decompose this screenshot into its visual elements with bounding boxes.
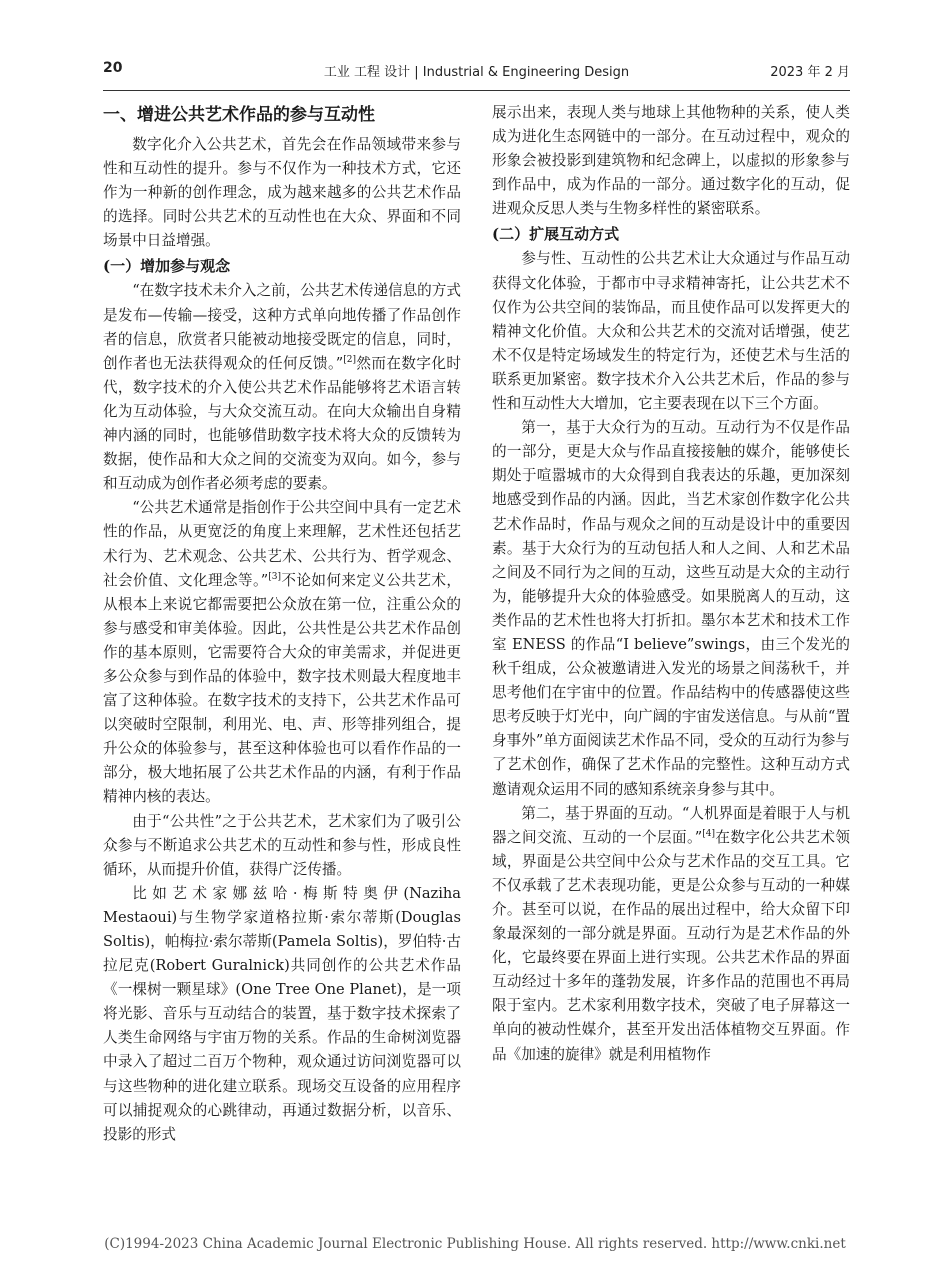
header-rule [103, 90, 850, 91]
intro-paragraph: 数字化介入公共艺术，首先会在作品领域带来参与性和互动性的提升。参与不仅作为一种技术方式，它还作为一种新的创作理念，成为越来越多的公共艺术作品的选择。同时公共艺术的互动性也在大众、界面和不同场景中日益增强。 [103, 136, 461, 250]
subsection-title-2: (二）扩展互动方式 [492, 225, 620, 244]
journal-title: 工业 工程 设计 | Industrial & Engineering Design [323, 65, 630, 80]
paragraph-quote-2 [103, 496, 461, 809]
paragraph-continued: 展示出来，表现人类与地球上其他物种的关系，使人类成为进化生态网链中的一部分。在互动过程中，观众的形象会被投影到建筑物和纪念碑上，以虚拟的形象参与到作品中，成为作品的一部分。通过数字化的互动，促进观众反思人类与生物多样性的紧密联系。 [492, 104, 850, 218]
citation-3: [3] [268, 571, 281, 582]
page-number: 20 [103, 60, 123, 76]
section-title: 一、增进公共艺术作品的参与互动性 [103, 105, 375, 125]
quote-2-rest: 不论如何来定义公共艺术，从根本上来说它都需要把公众放在第一位，注重公众的参与感受和审美体验。因此，公共性是公共艺术作品创作的基本原则，它需要符合大众的审美需求，并促进更多公众参与到作品的体验中，数字技术则最大程度地丰富了这种体验。在数字技术的支持下，公共艺术作品可以突破时空限制，利用光、电、声、形等排列组合，提升公众的体验参与，甚至这种体验也可以看作作品的一部分，极大地拓展了公共艺术作品的内涵，有利于作品精神内核的表达。 [103, 571, 461, 806]
quote-1-text: “在数字技术未介入之前，公共艺术传递信息的方式是发布—传输—接受，这种方式单向地传播了作品创作者的信息，欣赏者只能被动地接受既定的信息，同时，创作者也无法获得观众的任何反馈。” [103, 282, 461, 372]
paragraph-quote-1 [103, 279, 461, 496]
quote-2-text: “公共艺术通常是指创作于公共空间中具有一定艺术性的作品，从更宽泛的角度上来理解，艺术性还包括艺术行为、艺术观念、公共艺术、公共行为、哲学观念、社会价值、文化理念等。” [103, 499, 461, 589]
paragraph-second-interface [492, 802, 850, 1067]
issue-date: 2023 年 2 月 [770, 65, 850, 80]
right-column [492, 101, 850, 1067]
paragraph-first-behavior: 第一，基于大众行为的互动。互动行为不仅是作品的一部分，更是大众与作品直接接触的媒介，能够使长期处于喧嚣城市的大众得到自我表达的乐趣，更加深刻地感受到作品的内涵。因此，当艺术家创作数字化公共艺术作品时，作品与观众之间的互动是设计中的重要因素。基于大众行为的互动包括人和人之间、人和艺术品之间及不同行为之间的互动，这些互动是大众的主动行为，能够提升大众的体验感受。如果脱离人的互动，这类作品的艺术性也将大打折扣。墨尔本艺术和技术工作室 ENESS 的作品“I believe”swings，由三个发光的秋千组成，公众被邀请进入发光的场景之间荡秋千，并思考他们在宇宙中的位置。作品结构中的传感器使这些思考反映于灯光中，向广阔的宇宙发送信息。与从前“置身事外”单方面阅读艺术作品不同，受众的互动行为参与了艺术创作，确保了艺术作品的完整性。这种互动方式邀请观众运用不同的感知系统亲身参与其中。 [492, 419, 850, 798]
left-column [103, 101, 461, 1147]
citation-4: [4] [702, 828, 715, 839]
paragraph-example: 比如艺术家娜兹哈·梅斯特奥伊(Naziha Mestaoui)与生物学家道格拉斯·索尔蒂斯(Douglas Soltis)，帕梅拉·索尔蒂斯(Pamela Soltis)，罗伯特·古拉尼克(Robert Guralnick)共同创作的公共艺术作品《一棵树一颗星球》(One Tree One Planet)，是一项将光影、音乐与互动结合的装置，基于数字技术探索了人类生命网络与宇宙万物的关系。作品的生命树浏览器中录入了超过二百万个物种，观众通过访问浏览器可以与这些物种的进化建立联系。现场交互设备的应用程序可以捕捉观众的心跳律动，再通过数据分析，以音乐、投影的形式 [103, 884, 461, 1143]
citation-2: [2] [343, 354, 356, 365]
interface-rest: 在数字化公共艺术领域，界面是公共空间中公众与艺术作品的交互工具。它不仅承载了艺术表现功能，更是公众参与互动的一种媒介。甚至可以说，在作品的展出过程中，给大众留下印象最深刻的一部分就是界面。互动行为是艺术作品的外化，它最终要在界面上进行实现。公共艺术作品的界面互动经过十多年的蓬勃发展，许多作品的范围也不再局限于室内。艺术家利用数字技术，突破了电子屏幕这一单向的被动性媒介，甚至开发出活体植物交互界面。作品《加速的旋律》就是利用植物作 [492, 828, 850, 1063]
paragraph-participation: 参与性、互动性的公共艺术让大众通过与作品互动获得文化体验，于都市中寻求精神寄托，让公共艺术不仅作为公共空间的装饰品，而且使作品可以发挥更大的精神文化价值。大众和公共艺术的交流对话增强，使艺术不仅是特定场域发生的特定行为，还使艺术与生活的联系更加紧密。数字技术介入公共艺术后，作品的参与性和互动性大大增加，它主要表现在以下三个方面。 [492, 250, 850, 413]
quote-1-rest: 然而在数字化时代，数字技术的介入使公共艺术作品能够将艺术语言转化为互动体验，与大众交流互动。在向大众输出自身精神内涵的同时，也能够借助数字技术将大众的反馈转为数据，使作品和大众之间的交流变为双向。如今，参与和互动成为创作者必须考虑的要素。 [103, 354, 461, 493]
page-header [103, 60, 850, 82]
subsection-title-1: (一）增加参与观念 [103, 257, 231, 276]
paragraph-publicness: 由于“公共性”之于公共艺术，艺术家们为了吸引公众参与不断追求公共艺术的互动性和参与性，形成良性循环，从而提升价值，获得广泛传播。 [103, 812, 461, 878]
copyright-footer: (C)1994-2023 China Academic Journal Electronic Publishing House. All rights reserved. http://www.cnki.net [104, 1236, 846, 1252]
interface-text: 第二，基于界面的互动。“人机界面是着眼于人与机器之间交流、互动的一个层面。” [492, 804, 850, 846]
